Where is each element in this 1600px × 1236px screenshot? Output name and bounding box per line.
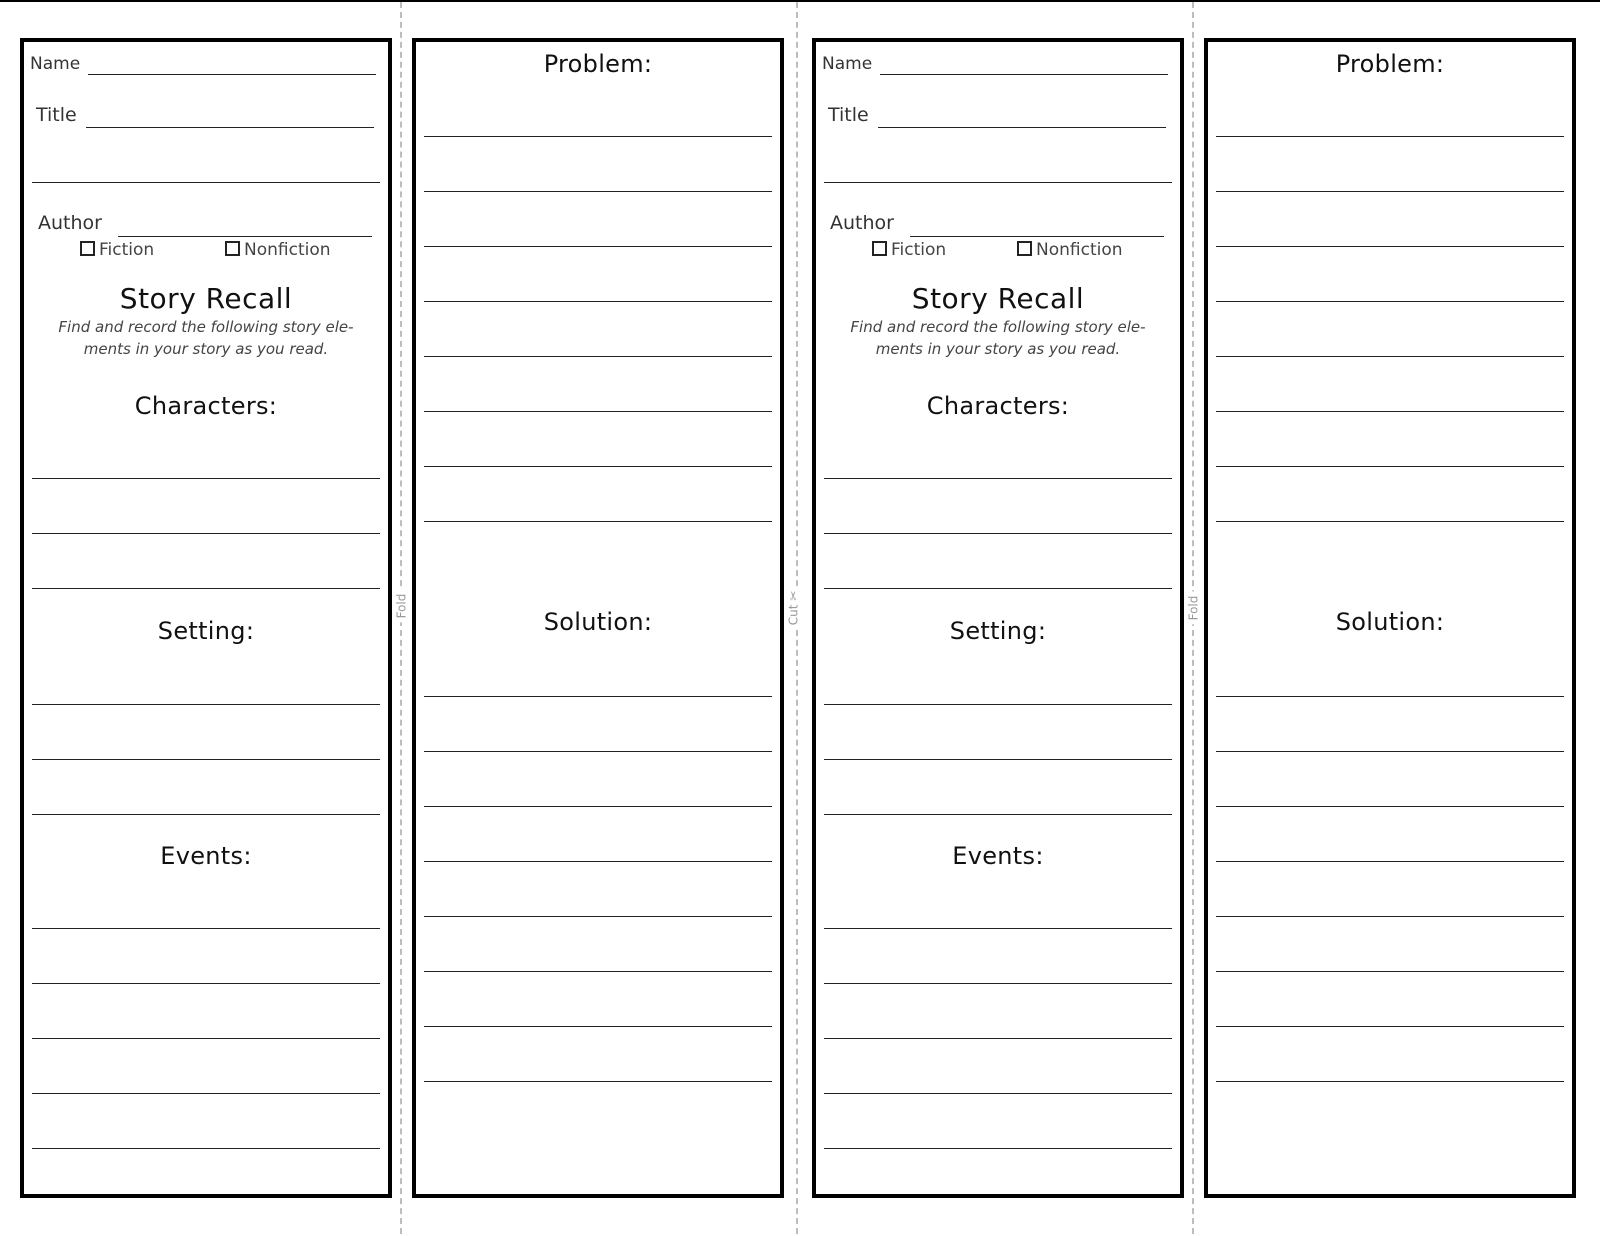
back-panel-right bbox=[1204, 38, 1576, 1198]
fiction-label: Fiction bbox=[99, 240, 155, 260]
solution-line[interactable] bbox=[424, 861, 772, 862]
solution-line[interactable] bbox=[424, 806, 772, 807]
nonfiction-checkbox[interactable] bbox=[225, 241, 240, 256]
solution-line[interactable] bbox=[1216, 1081, 1564, 1082]
characters-line[interactable] bbox=[824, 588, 1172, 589]
title-label: Title bbox=[36, 104, 77, 126]
setting-line[interactable] bbox=[32, 704, 380, 705]
instructions-line-1: Find and record the following story ele- bbox=[850, 318, 1146, 336]
solution-line[interactable] bbox=[424, 751, 772, 752]
setting-heading: Setting: bbox=[949, 617, 1047, 645]
fold-label-right: Fold bbox=[1185, 592, 1201, 625]
name-label: Name bbox=[822, 54, 873, 74]
name-line[interactable] bbox=[88, 74, 376, 75]
fiction-checkbox[interactable] bbox=[80, 241, 95, 256]
instructions bbox=[24, 316, 388, 360]
events-line[interactable] bbox=[32, 983, 380, 984]
setting-heading: Setting: bbox=[157, 617, 255, 645]
solution-line[interactable] bbox=[1216, 1026, 1564, 1027]
nonfiction-label: Nonfiction bbox=[244, 240, 331, 260]
nonfiction-option[interactable] bbox=[1017, 240, 1123, 260]
solution-line[interactable] bbox=[424, 696, 772, 697]
events-line[interactable] bbox=[824, 1038, 1172, 1039]
setting-line[interactable] bbox=[824, 704, 1172, 705]
events-line[interactable] bbox=[32, 1093, 380, 1094]
problem-heading: Problem: bbox=[543, 50, 653, 78]
setting-line[interactable] bbox=[824, 814, 1172, 815]
fiction-option[interactable] bbox=[80, 240, 154, 260]
characters-line[interactable] bbox=[32, 478, 380, 479]
story-recall-title: Story Recall bbox=[911, 282, 1085, 315]
author-label: Author bbox=[38, 212, 102, 234]
solution-line[interactable] bbox=[1216, 971, 1564, 972]
solution-line[interactable] bbox=[1216, 751, 1564, 752]
events-line[interactable] bbox=[32, 1038, 380, 1039]
events-heading: Events: bbox=[160, 842, 252, 870]
author-line[interactable] bbox=[118, 236, 372, 237]
story-recall-title: Story Recall bbox=[119, 282, 293, 315]
problem-line[interactable] bbox=[424, 246, 772, 247]
events-line[interactable] bbox=[824, 928, 1172, 929]
name-label: Name bbox=[30, 54, 81, 74]
instructions bbox=[816, 316, 1180, 360]
solution-line[interactable] bbox=[424, 971, 772, 972]
characters-heading: Characters: bbox=[926, 392, 1070, 420]
fiction-option[interactable] bbox=[872, 240, 946, 260]
setting-line[interactable] bbox=[824, 759, 1172, 760]
events-line[interactable] bbox=[824, 983, 1172, 984]
problem-line[interactable] bbox=[424, 191, 772, 192]
solution-line[interactable] bbox=[424, 916, 772, 917]
title-line-2[interactable] bbox=[32, 182, 380, 183]
front-panel-right bbox=[812, 38, 1184, 1198]
top-border-line bbox=[0, 0, 1600, 2]
problem-line[interactable] bbox=[1216, 191, 1564, 192]
back-panel-left bbox=[412, 38, 784, 1198]
fold-label-left: Fold bbox=[393, 590, 409, 623]
solution-line[interactable] bbox=[424, 1026, 772, 1027]
events-heading: Events: bbox=[952, 842, 1044, 870]
solution-heading: Solution: bbox=[543, 608, 653, 636]
problem-line[interactable] bbox=[424, 411, 772, 412]
instructions-line-2: ments in your story as you read. bbox=[83, 340, 329, 358]
characters-line[interactable] bbox=[32, 533, 380, 534]
problem-line[interactable] bbox=[1216, 136, 1564, 137]
problem-line[interactable] bbox=[1216, 356, 1564, 357]
problem-line[interactable] bbox=[424, 136, 772, 137]
nonfiction-label: Nonfiction bbox=[1036, 240, 1123, 260]
front-panel-left bbox=[20, 38, 392, 1198]
events-line[interactable] bbox=[32, 1148, 380, 1149]
events-line[interactable] bbox=[32, 928, 380, 929]
solution-line[interactable] bbox=[1216, 916, 1564, 917]
characters-line[interactable] bbox=[32, 588, 380, 589]
problem-line[interactable] bbox=[424, 356, 772, 357]
problem-line[interactable] bbox=[1216, 246, 1564, 247]
problem-line[interactable] bbox=[1216, 521, 1564, 522]
events-line[interactable] bbox=[824, 1093, 1172, 1094]
solution-heading: Solution: bbox=[1335, 608, 1445, 636]
problem-line[interactable] bbox=[424, 466, 772, 467]
characters-line[interactable] bbox=[824, 533, 1172, 534]
solution-line[interactable] bbox=[424, 1081, 772, 1082]
solution-line[interactable] bbox=[1216, 806, 1564, 807]
cut-label-center: Cut ✂ bbox=[785, 587, 801, 630]
characters-heading: Characters: bbox=[134, 392, 278, 420]
setting-line[interactable] bbox=[32, 759, 380, 760]
instructions-line-1: Find and record the following story ele- bbox=[58, 318, 354, 336]
instructions-line-2: ments in your story as you read. bbox=[875, 340, 1121, 358]
nonfiction-option[interactable] bbox=[225, 240, 331, 260]
title-line[interactable] bbox=[86, 127, 374, 128]
setting-line[interactable] bbox=[32, 814, 380, 815]
solution-line[interactable] bbox=[1216, 696, 1564, 697]
problem-line[interactable] bbox=[1216, 466, 1564, 467]
problem-heading: Problem: bbox=[1335, 50, 1445, 78]
title-label: Title bbox=[828, 104, 869, 126]
solution-line[interactable] bbox=[1216, 861, 1564, 862]
name-line[interactable] bbox=[880, 74, 1168, 75]
characters-line[interactable] bbox=[824, 478, 1172, 479]
fiction-label: Fiction bbox=[891, 240, 947, 260]
problem-line[interactable] bbox=[424, 521, 772, 522]
title-line-2[interactable] bbox=[824, 182, 1172, 183]
events-line[interactable] bbox=[824, 1148, 1172, 1149]
problem-line[interactable] bbox=[424, 301, 772, 302]
author-label: Author bbox=[830, 212, 894, 234]
problem-line[interactable] bbox=[1216, 411, 1564, 412]
nonfiction-checkbox[interactable] bbox=[1017, 241, 1032, 256]
author-line[interactable] bbox=[910, 236, 1164, 237]
problem-line[interactable] bbox=[1216, 301, 1564, 302]
fiction-checkbox[interactable] bbox=[872, 241, 887, 256]
title-line[interactable] bbox=[878, 127, 1166, 128]
